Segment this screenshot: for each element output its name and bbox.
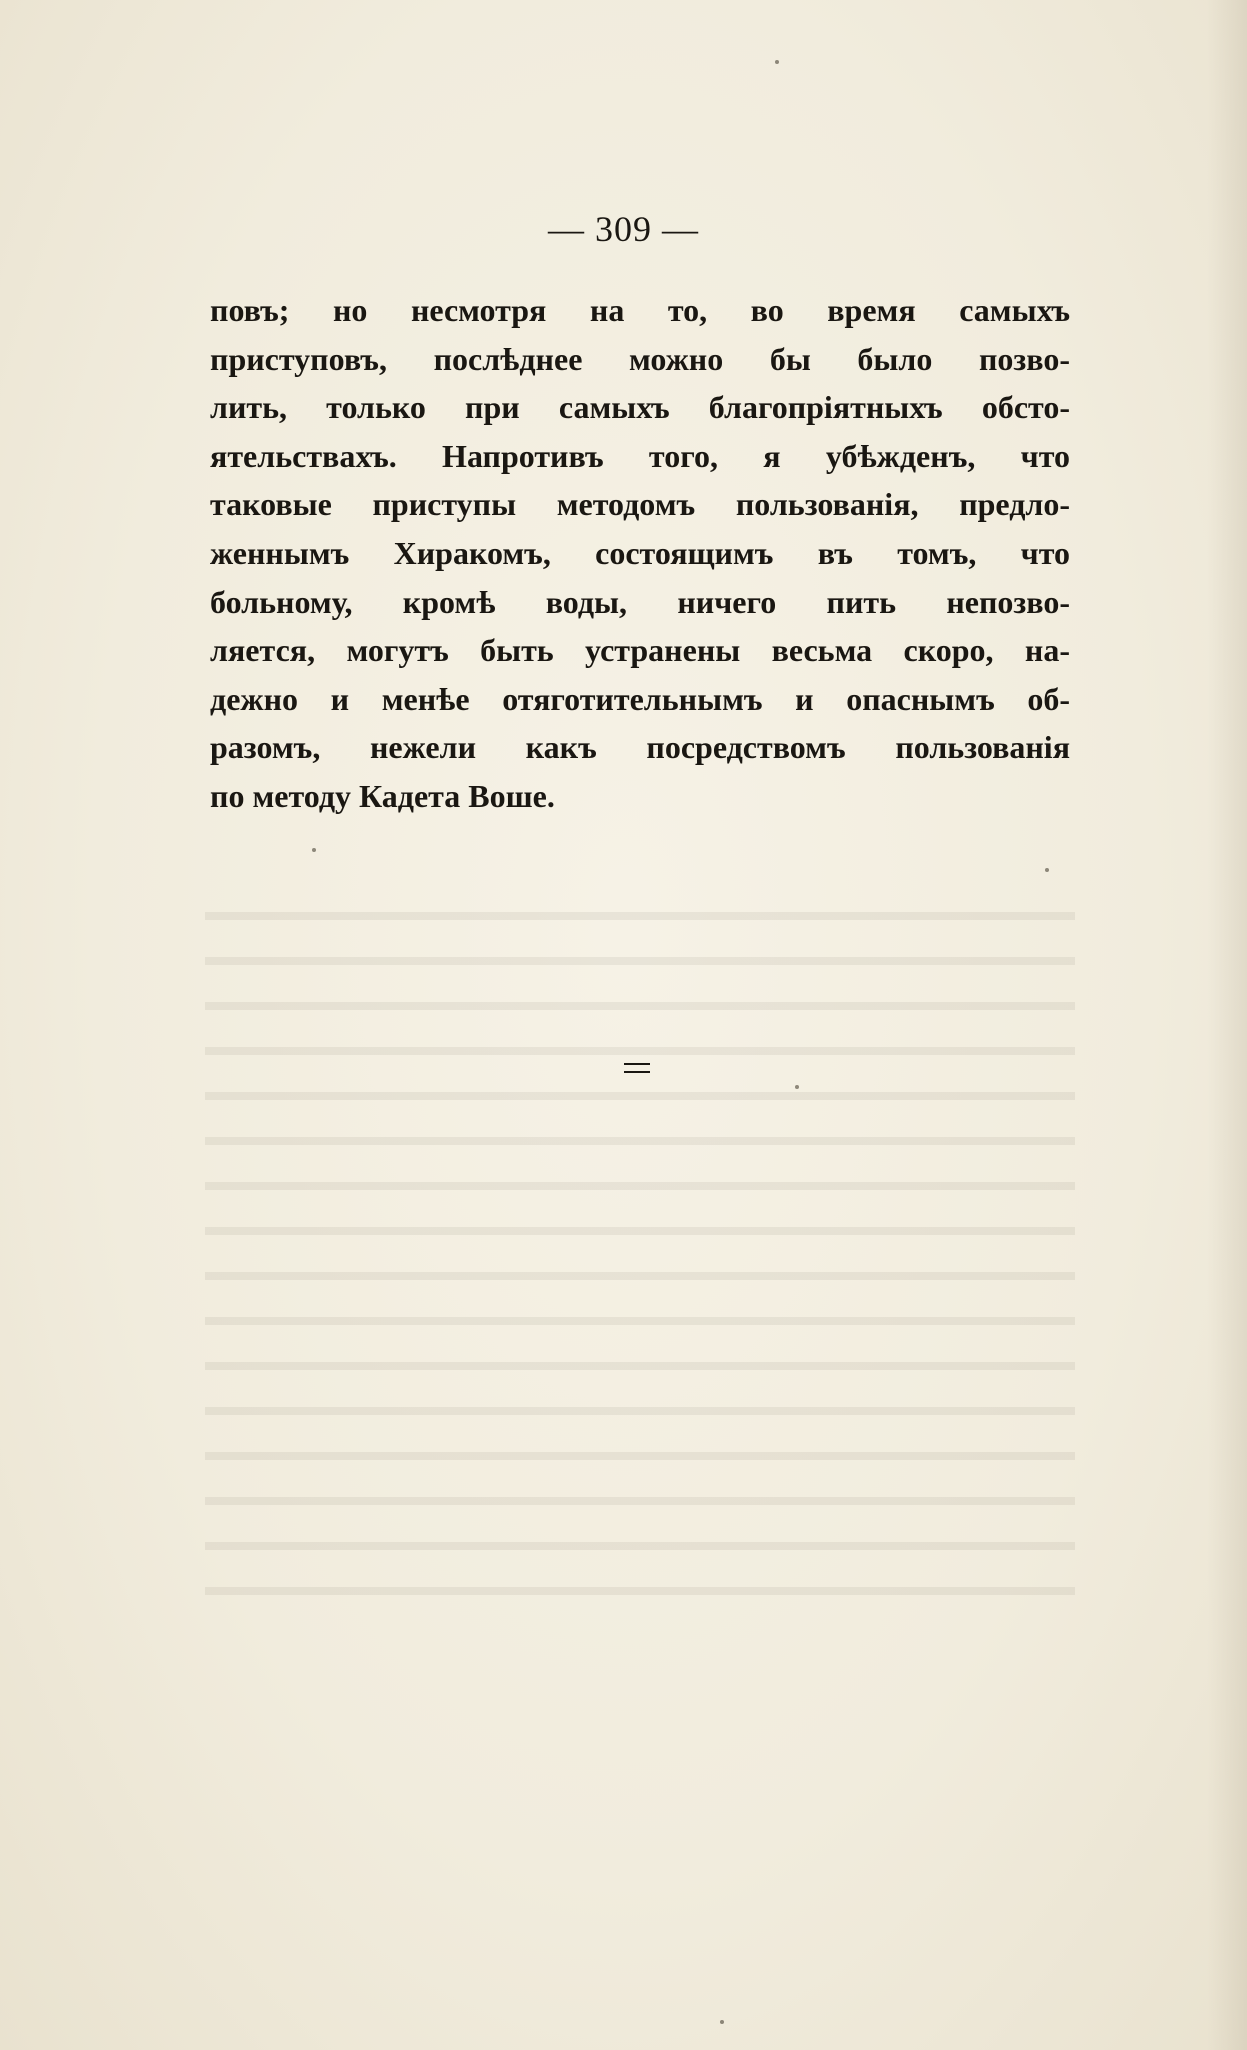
text-line: ятельствахъ. Напротивъ того, я убѣжденъ, что — [210, 437, 1070, 474]
text-line: дежно и менѣе отяготительнымъ и опаснымъ об- — [210, 680, 1070, 717]
text-line: приступовъ, послѣднее можно бы было позво- — [210, 340, 1070, 377]
text-line: ляется, могутъ быть устранены весьма скоро, на- — [210, 632, 1070, 669]
paper-speck — [795, 1085, 799, 1089]
paper-speck — [1045, 868, 1049, 872]
paper-speck — [775, 60, 779, 64]
text-line: лить, только при самыхъ благопріятныхъ обсто- — [210, 389, 1070, 426]
text-line: разомъ, нежели какъ посредствомъ пользованія — [210, 729, 1070, 766]
text-line: по методу Кадета Воше. — [210, 777, 555, 814]
text-line: женнымъ Хиракомъ, состоящимъ въ томъ, что — [210, 534, 1070, 571]
bleed-through-text — [205, 890, 1075, 1610]
paper-speck — [720, 2020, 724, 2024]
body-text — [210, 286, 1070, 821]
text-line: таковые приступы методомъ пользованія, предло- — [210, 486, 1070, 523]
paper-speck — [312, 848, 316, 852]
page-number: — 309 — — [548, 209, 699, 249]
text-line: повъ; но несмотря на то, во время самыхъ — [210, 292, 1070, 328]
text-line: больному, кромѣ воды, ничего пить непозво- — [210, 583, 1070, 620]
section-divider — [624, 1063, 650, 1073]
page-edge-shadow — [1207, 0, 1247, 2050]
